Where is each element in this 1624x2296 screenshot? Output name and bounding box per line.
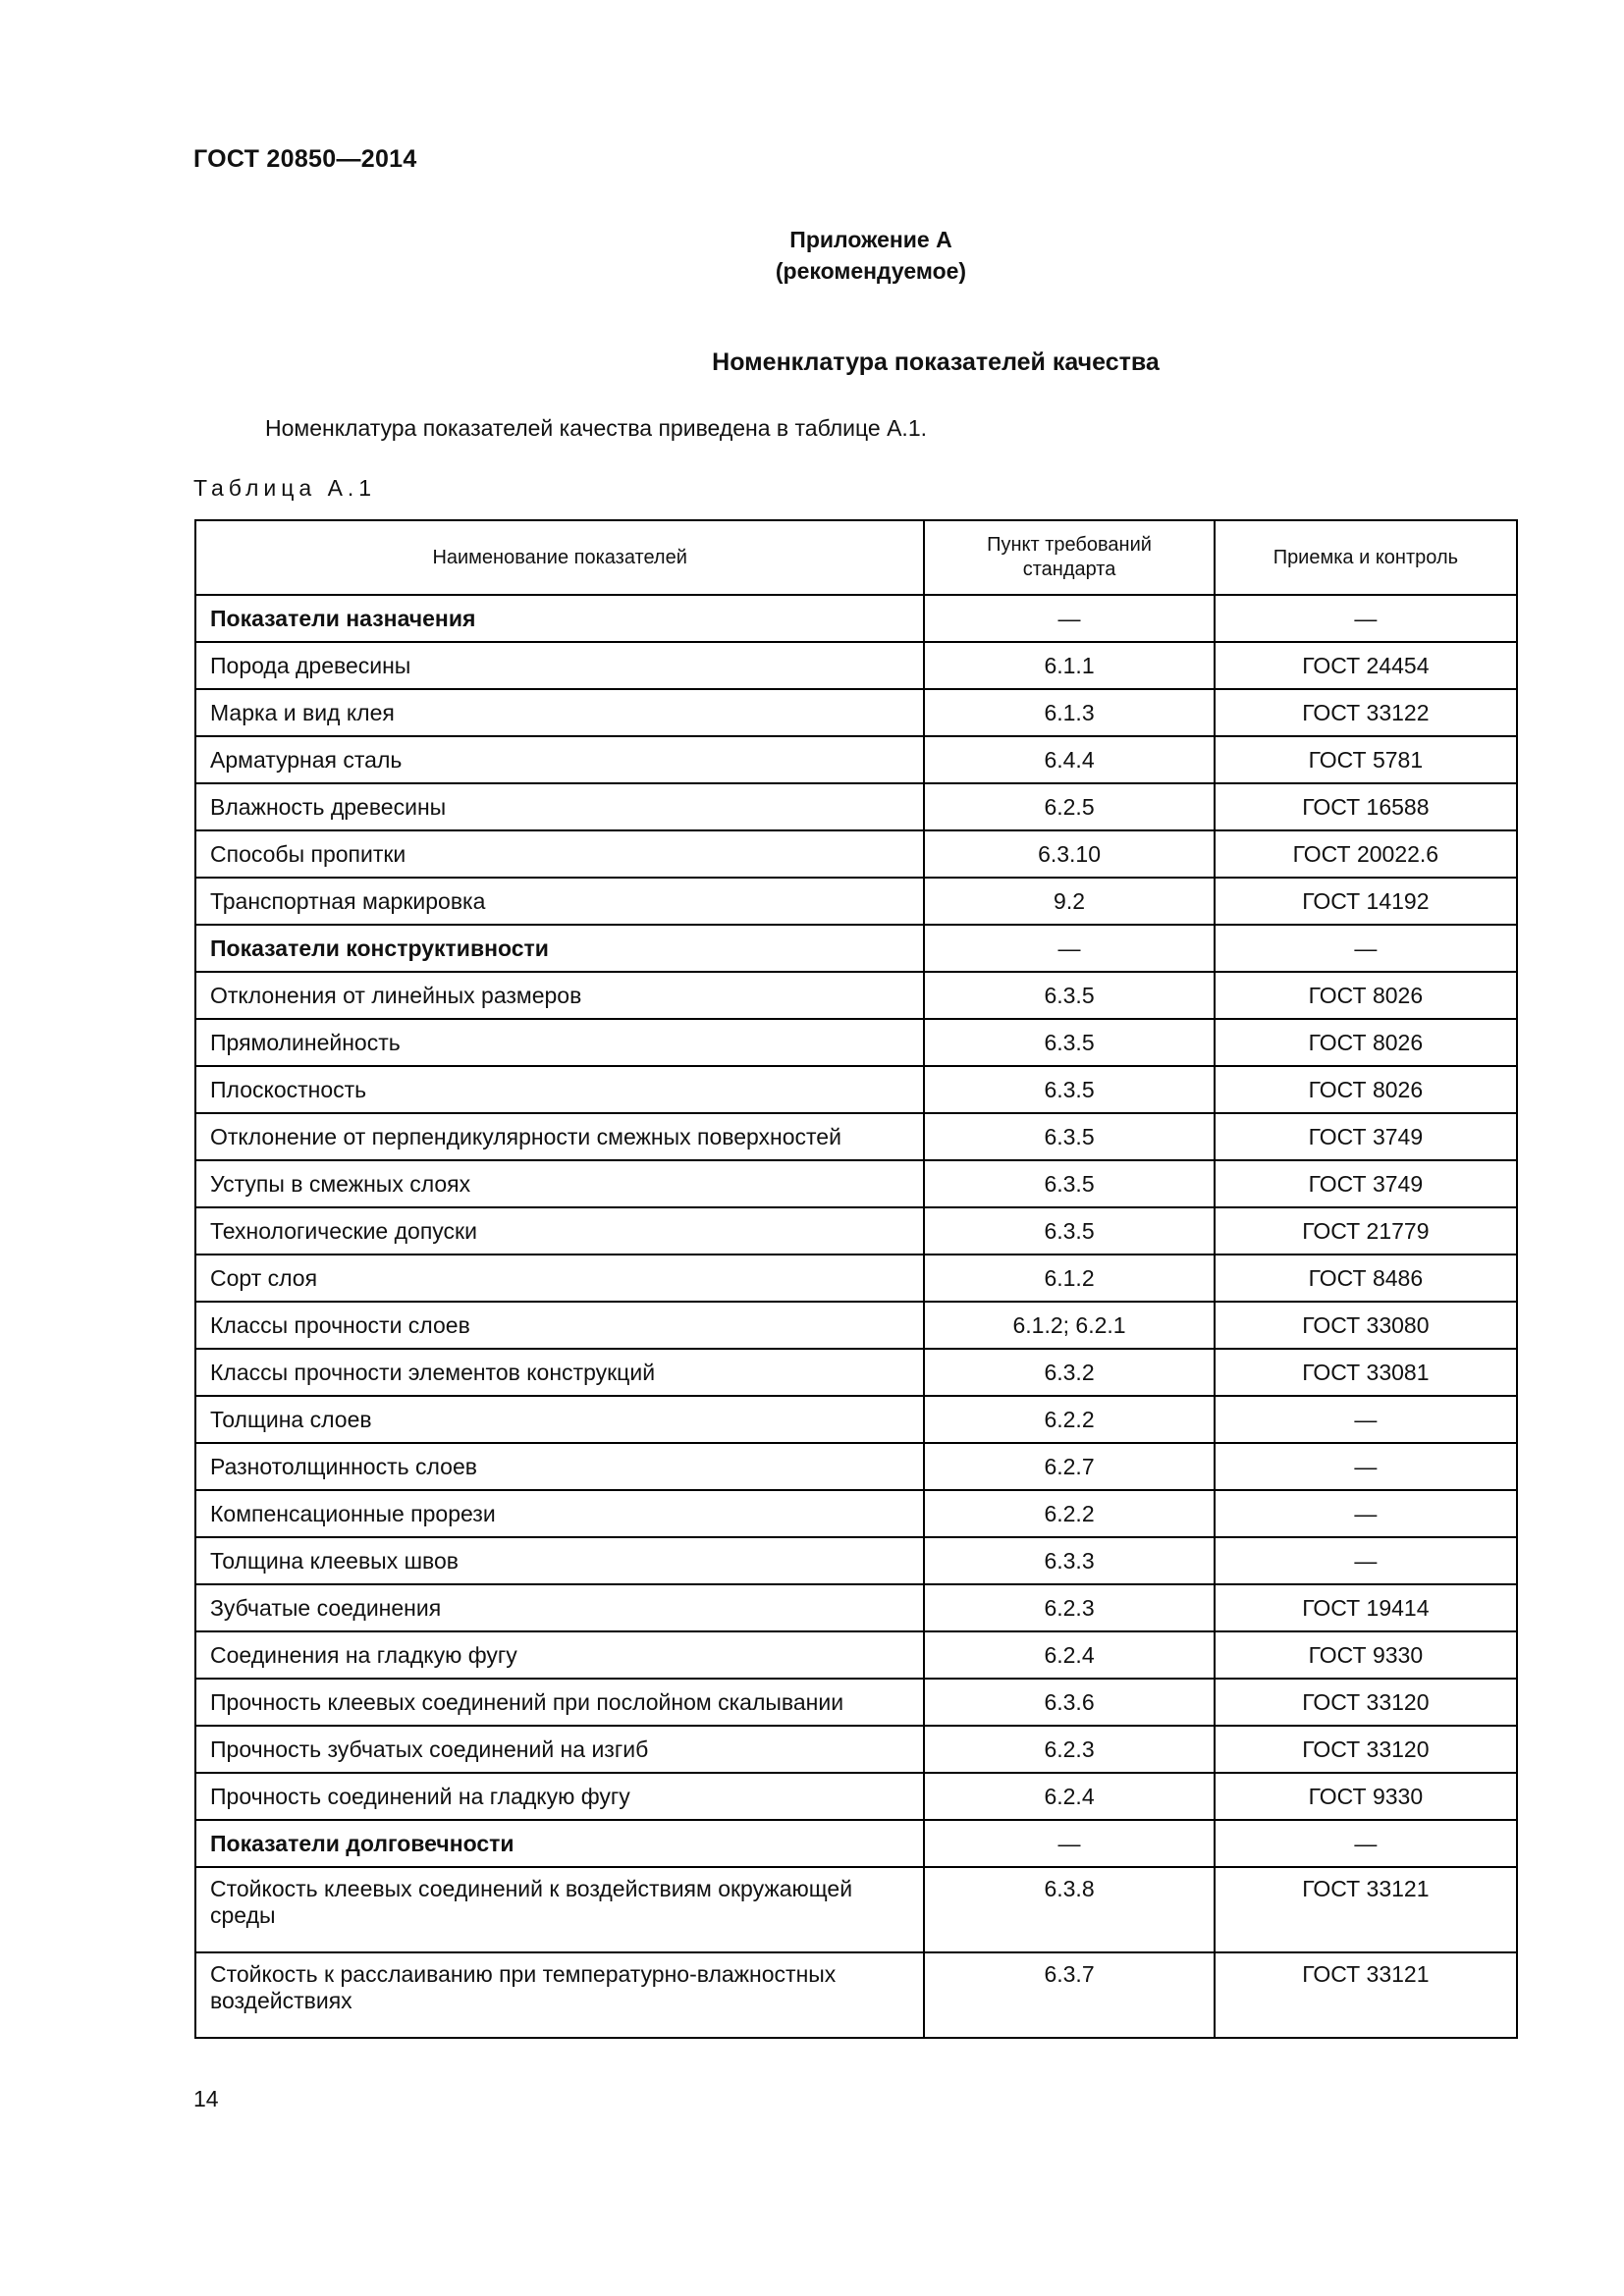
clause-cell: 6.3.5 — [924, 1160, 1214, 1207]
control-standard-cell: ГОСТ 9330 — [1215, 1631, 1517, 1679]
table-row — [195, 1066, 1517, 1113]
table-row — [195, 1952, 1517, 2038]
header-indicator-name: Наименование показателей — [195, 520, 924, 595]
appendix-heading — [0, 224, 1624, 287]
section-title: Номенклатура показателей качества — [712, 348, 1160, 376]
header-acceptance-control: Приемка и контроль — [1215, 520, 1517, 595]
control-standard-cell: ГОСТ 24454 — [1215, 642, 1517, 689]
clause-cell: — — [924, 1820, 1214, 1867]
table-group-row — [195, 595, 1517, 642]
clause-cell: 6.3.5 — [924, 1207, 1214, 1255]
indicator-name-cell: Показатели долговечности — [195, 1820, 924, 1867]
table-header-row — [195, 520, 1517, 595]
indicator-name-cell: Показатели назначения — [195, 595, 924, 642]
table-group-row — [195, 1820, 1517, 1867]
indicator-name-cell: Отклонение от перпендикулярности смежных поверхностей — [195, 1113, 924, 1160]
table-row — [195, 642, 1517, 689]
indicator-name-cell: Толщина клеевых швов — [195, 1537, 924, 1584]
table-row — [195, 1537, 1517, 1584]
table-group-row — [195, 925, 1517, 972]
table-row — [195, 1019, 1517, 1066]
indicator-name-cell: Влажность древесины — [195, 783, 924, 830]
indicator-name-cell: Показатели конструктивности — [195, 925, 924, 972]
control-standard-cell: — — [1215, 1820, 1517, 1867]
control-standard-cell: — — [1215, 925, 1517, 972]
indicator-name-cell: Порода древесины — [195, 642, 924, 689]
table-row — [195, 1726, 1517, 1773]
indicator-name-cell: Прочность соединений на гладкую фугу — [195, 1773, 924, 1820]
control-standard-cell: ГОСТ 16588 — [1215, 783, 1517, 830]
control-standard-cell: — — [1215, 1537, 1517, 1584]
indicator-name-cell: Арматурная сталь — [195, 736, 924, 783]
document-code: ГОСТ 20850—2014 — [193, 145, 417, 173]
table-row — [195, 878, 1517, 925]
indicator-name-cell: Стойкость клеевых соединений к воздействиям окружающей среды — [195, 1867, 924, 1952]
indicator-name-cell: Компенсационные прорези — [195, 1490, 924, 1537]
indicator-name-cell: Плоскостность — [195, 1066, 924, 1113]
indicator-name-cell: Отклонения от линейных размеров — [195, 972, 924, 1019]
clause-cell: 6.2.4 — [924, 1631, 1214, 1679]
clause-cell: 6.3.3 — [924, 1537, 1214, 1584]
indicator-name-cell: Классы прочности слоев — [195, 1302, 924, 1349]
clause-cell: 6.3.5 — [924, 1113, 1214, 1160]
indicator-name-cell: Способы пропитки — [195, 830, 924, 878]
clause-cell: 6.3.5 — [924, 1019, 1214, 1066]
control-standard-cell: ГОСТ 5781 — [1215, 736, 1517, 783]
table-row — [195, 1349, 1517, 1396]
quality-indicators-table — [194, 519, 1518, 2039]
table-row — [195, 1302, 1517, 1349]
clause-cell: 6.1.3 — [924, 689, 1214, 736]
table-row — [195, 1490, 1517, 1537]
clause-cell: 6.3.6 — [924, 1679, 1214, 1726]
indicator-name-cell: Разнотолщинность слоев — [195, 1443, 924, 1490]
control-standard-cell: ГОСТ 33120 — [1215, 1726, 1517, 1773]
clause-cell: 6.2.3 — [924, 1584, 1214, 1631]
table-row — [195, 1631, 1517, 1679]
table-row — [195, 783, 1517, 830]
control-standard-cell: — — [1215, 1396, 1517, 1443]
clause-cell: 6.1.2 — [924, 1255, 1214, 1302]
table-caption: Таблица А.1 — [193, 475, 377, 501]
page-number: 14 — [193, 2086, 219, 2111]
control-standard-cell: ГОСТ 20022.6 — [1215, 830, 1517, 878]
indicator-name-cell: Прочность зубчатых соединений на изгиб — [195, 1726, 924, 1773]
control-standard-cell: ГОСТ 33122 — [1215, 689, 1517, 736]
indicator-name-cell: Технологические допуски — [195, 1207, 924, 1255]
control-standard-cell: ГОСТ 21779 — [1215, 1207, 1517, 1255]
indicator-name-cell: Сорт слоя — [195, 1255, 924, 1302]
control-standard-cell: ГОСТ 8026 — [1215, 972, 1517, 1019]
table-row — [195, 1584, 1517, 1631]
appendix-title: Приложение А — [789, 227, 952, 252]
control-standard-cell: — — [1215, 1490, 1517, 1537]
control-standard-cell: — — [1215, 1443, 1517, 1490]
clause-cell: 6.3.7 — [924, 1952, 1214, 2038]
control-standard-cell: ГОСТ 9330 — [1215, 1773, 1517, 1820]
indicator-name-cell: Прочность клеевых соединений при послойном скалывании — [195, 1679, 924, 1726]
indicator-name-cell: Толщина слоев — [195, 1396, 924, 1443]
control-standard-cell: ГОСТ 8026 — [1215, 1066, 1517, 1113]
indicator-name-cell: Стойкость к расслаиванию при температурно-влажностных воздействиях — [195, 1952, 924, 2038]
control-standard-cell: ГОСТ 33121 — [1215, 1952, 1517, 2038]
indicator-name-cell: Зубчатые соединения — [195, 1584, 924, 1631]
table-row — [195, 1160, 1517, 1207]
clause-cell: 6.2.5 — [924, 783, 1214, 830]
clause-cell: 6.3.2 — [924, 1349, 1214, 1396]
table-row — [195, 830, 1517, 878]
control-standard-cell: ГОСТ 8486 — [1215, 1255, 1517, 1302]
control-standard-cell: ГОСТ 3749 — [1215, 1160, 1517, 1207]
clause-cell: 6.3.10 — [924, 830, 1214, 878]
clause-cell: 9.2 — [924, 878, 1214, 925]
clause-cell: 6.2.2 — [924, 1396, 1214, 1443]
clause-cell: 6.1.1 — [924, 642, 1214, 689]
control-standard-cell: ГОСТ 14192 — [1215, 878, 1517, 925]
table-row — [195, 1396, 1517, 1443]
clause-cell: — — [924, 925, 1214, 972]
control-standard-cell: ГОСТ 33081 — [1215, 1349, 1517, 1396]
clause-cell: 6.2.2 — [924, 1490, 1214, 1537]
indicator-name-cell: Соединения на гладкую фугу — [195, 1631, 924, 1679]
table-row — [195, 689, 1517, 736]
table-body — [195, 595, 1517, 2038]
indicator-name-cell: Марка и вид клея — [195, 689, 924, 736]
clause-cell: 6.2.7 — [924, 1443, 1214, 1490]
control-standard-cell: ГОСТ 8026 — [1215, 1019, 1517, 1066]
control-standard-cell: — — [1215, 595, 1517, 642]
intro-paragraph: Номенклатура показателей качества приведена в таблице А.1. — [265, 415, 928, 441]
table-row — [195, 1773, 1517, 1820]
table-row — [195, 1867, 1517, 1952]
clause-cell: 6.3.8 — [924, 1867, 1214, 1952]
control-standard-cell: ГОСТ 19414 — [1215, 1584, 1517, 1631]
indicator-name-cell: Прямолинейность — [195, 1019, 924, 1066]
table-row — [195, 736, 1517, 783]
table-row — [195, 1255, 1517, 1302]
table-row — [195, 1679, 1517, 1726]
clause-cell: — — [924, 595, 1214, 642]
header-clause: Пункт требований стандарта — [924, 520, 1214, 595]
table-row — [195, 1113, 1517, 1160]
indicator-name-cell: Транспортная маркировка — [195, 878, 924, 925]
control-standard-cell: ГОСТ 3749 — [1215, 1113, 1517, 1160]
clause-cell: 6.3.5 — [924, 972, 1214, 1019]
appendix-status: (рекомендуемое) — [775, 258, 967, 284]
table-row — [195, 1207, 1517, 1255]
clause-cell: 6.2.4 — [924, 1773, 1214, 1820]
indicator-name-cell: Уступы в смежных слоях — [195, 1160, 924, 1207]
control-standard-cell: ГОСТ 33080 — [1215, 1302, 1517, 1349]
clause-cell: 6.1.2; 6.2.1 — [924, 1302, 1214, 1349]
control-standard-cell: ГОСТ 33120 — [1215, 1679, 1517, 1726]
indicator-name-cell: Классы прочности элементов конструкций — [195, 1349, 924, 1396]
control-standard-cell: ГОСТ 33121 — [1215, 1867, 1517, 1952]
table-row — [195, 972, 1517, 1019]
clause-cell: 6.2.3 — [924, 1726, 1214, 1773]
clause-cell: 6.4.4 — [924, 736, 1214, 783]
clause-cell: 6.3.5 — [924, 1066, 1214, 1113]
table-row — [195, 1443, 1517, 1490]
